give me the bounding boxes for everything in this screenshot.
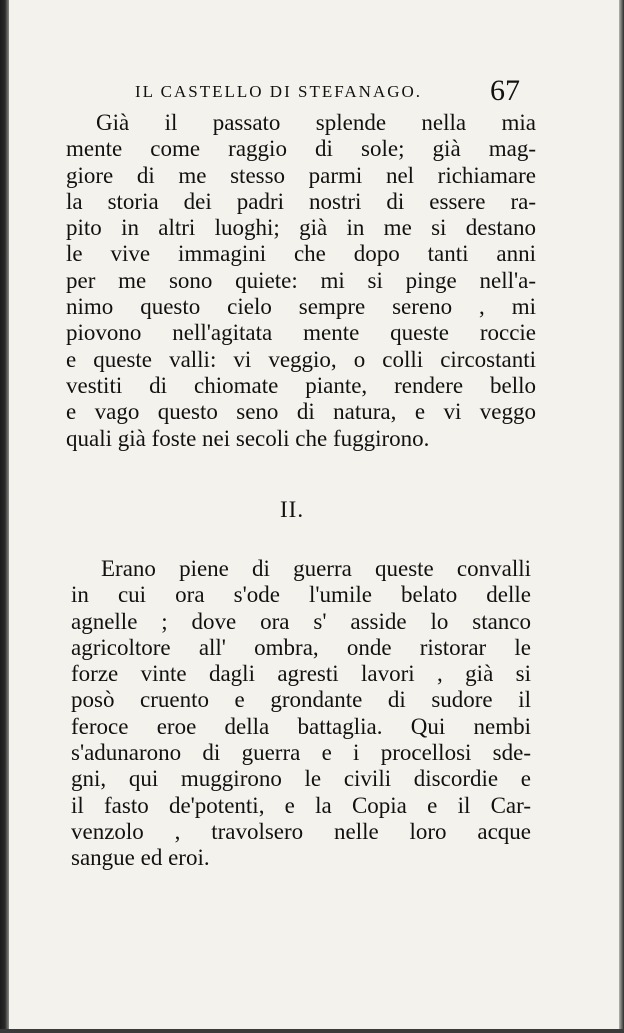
text-line: nimo questo cielo sempre sereno , mi bbox=[66, 294, 536, 320]
page-left-edge bbox=[0, 0, 9, 1033]
text-line: Già il passato splende nella mia bbox=[96, 110, 536, 135]
page-header bbox=[135, 74, 535, 112]
text-line: forze vinte dagli agresti lavori , già si bbox=[71, 661, 531, 687]
text-line: feroce eroe della battaglia. Qui nembi bbox=[71, 713, 531, 739]
text-line: gni, qui muggirono le civili discordie e bbox=[71, 766, 531, 792]
text-line: e queste valli: vi veggio, o colli circostanti bbox=[66, 346, 536, 372]
text-line: e vago questo seno di natura, e vi veggo bbox=[66, 399, 536, 425]
page-bottom-edge bbox=[0, 1029, 624, 1033]
paragraph-2 bbox=[71, 556, 531, 872]
text-line: mente come raggio di sole; già mag- bbox=[66, 136, 536, 162]
text-line: la storia dei padri nostri di essere ra- bbox=[66, 188, 536, 214]
text-line: venzolo , travolsero nelle loro acque bbox=[71, 818, 531, 844]
running-title: IL CASTELLO DI STEFANAGO. bbox=[135, 82, 423, 101]
page-right-edge bbox=[619, 0, 624, 1033]
text-line: piovono nell'agitata mente queste roccie bbox=[66, 320, 536, 346]
text-line: sangue ed eroi. bbox=[71, 845, 210, 871]
text-line: per me sono quiete: mi si pinge nell'a- bbox=[66, 267, 536, 293]
text-line: agnelle ; dove ora s' asside lo stanco bbox=[71, 608, 531, 634]
text-line: in cui ora s'ode l'umile belato delle bbox=[71, 582, 531, 608]
page-number: 67 bbox=[490, 74, 520, 107]
paragraph-1 bbox=[66, 110, 536, 452]
text-line: giore di me stesso parmi nel richiamare bbox=[66, 162, 536, 188]
text-line: le vive immagini che dopo tanti anni bbox=[66, 241, 536, 267]
section-number: II. bbox=[280, 497, 305, 522]
text-line: Erano piene di guerra queste convalli bbox=[101, 556, 531, 581]
text-line: il fasto de'potenti, e la Copia e il Car- bbox=[71, 792, 531, 818]
text-line: quali già foste nei secoli che fuggirono. bbox=[66, 425, 430, 451]
text-line: s'adunarono di guerra e i procellosi sde- bbox=[71, 740, 531, 766]
text-line: vestiti di chiomate piante, rendere bello bbox=[66, 372, 536, 398]
text-line: pito in altri luoghi; già in me si destano bbox=[66, 215, 536, 241]
text-line: posò cruento e grondante di sudore il bbox=[71, 687, 531, 713]
text-line: agricoltore all' ombra, onde ristorar le bbox=[71, 634, 531, 660]
